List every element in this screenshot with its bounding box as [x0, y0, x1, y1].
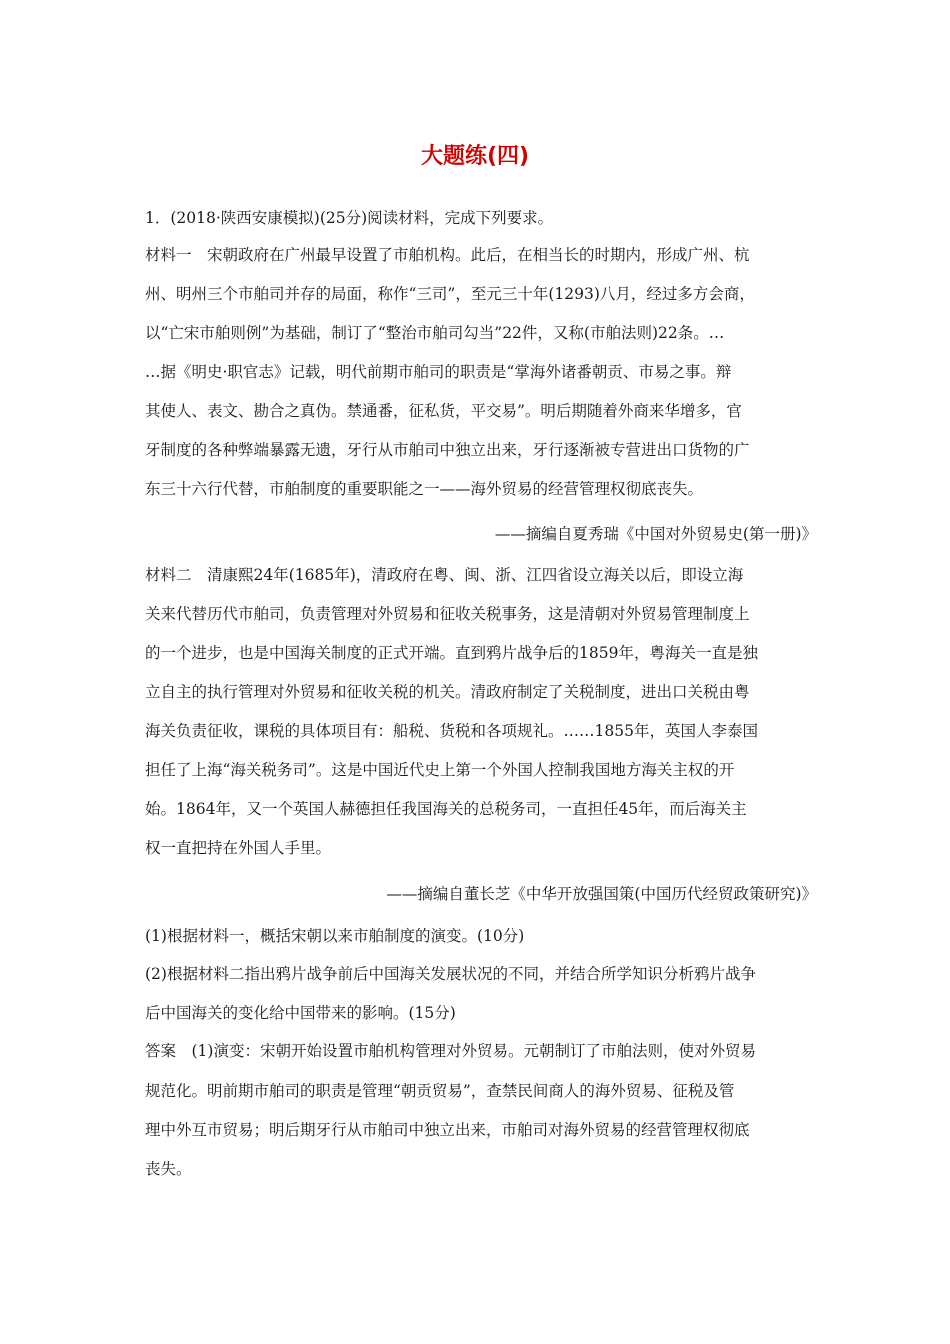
material1-line: 材料一 宋朝政府在广州最早设置了市舶机构。此后，在相当长的时期内，形成广州、杭	[145, 246, 750, 264]
material1-source: ——摘编自夏秀瑞《中国对外贸易史(第一册)》	[494, 525, 817, 543]
material2-line: 材料二 清康熙24年(1685年)，清政府在粤、闽、浙、江四省设立海关以后，即设立海	[145, 566, 744, 584]
answer-line: 规范化。明前期市舶司的职责是管理“朝贡贸易”，查禁民间商人的海外贸易、征税及管	[145, 1082, 735, 1100]
material1-line: 其使人、表文、勘合之真伪。禁通番，征私货，平交易”。明后期随着外商来华增多，官	[145, 402, 742, 420]
material2-line: 担任了上海“海关税务司”。这是中国近代史上第一个外国人控制我国地方海关主权的开	[145, 761, 735, 779]
material2-line: 立自主的执行管理对外贸易和征收关税的机关。清政府制定了关税制度，进出口关税由粤	[145, 683, 750, 701]
material1-line: 州、明州三个市舶司并存的局面，称作“三司”，至元三十年(1293)八月，经过多方会商，	[145, 285, 755, 303]
page-title: 大题练(四)	[420, 144, 530, 169]
material2-line: 海关负责征收，课税的具体项目有：船税、货税和各项规礼。……1855年，英国人李泰国	[145, 722, 758, 740]
material2-line: 始。1864年，又一个英国人赫德担任我国海关的总税务司，一直担任45年，而后海关主	[145, 800, 747, 818]
material2-source: ——摘编自董长芝《中华开放强国策(中国历代经贸政策研究)》	[386, 885, 817, 903]
answer-line: 理中外互市贸易；明后期牙行从市舶司中独立出来，市舶司对海外贸易的经营管理权彻底	[145, 1121, 750, 1139]
question-header: 1．(2018·陕西安康模拟)(25分)阅读材料，完成下列要求。	[145, 209, 554, 227]
material1-line: 牙制度的各种弊端暴露无遗，牙行从市舶司中独立出来，牙行逐渐被专营进出口货物的广	[145, 441, 750, 459]
sub-question-2-cont: 后中国海关的变化给中国带来的影响。(15分)	[145, 1004, 456, 1022]
material2-line: 关来代替历代市舶司，负责管理对外贸易和征收关税事务，这是清朝对外贸易管理制度上	[145, 605, 750, 623]
material1-line: 东三十六行代替，市舶制度的重要职能之一——海外贸易的经营管理权彻底丧失。	[145, 480, 704, 498]
sub-question-2: (2)根据材料二指出鸦片战争前后中国海关发展状况的不同，并结合所学知识分析鸦片战争	[145, 965, 756, 983]
material1-line: …据《明史·职官志》记载，明代前期市舶司的职责是“掌海外诸番朝贡、市易之事。辩	[145, 363, 732, 381]
sub-question-1: (1)根据材料一，概括宋朝以来市舶制度的演变。(10分)	[145, 927, 525, 945]
answer-line: 丧失。	[145, 1160, 192, 1178]
material2-line: 的一个进步，也是中国海关制度的正式开端。直到鸦片战争后的1859年，粤海关一直是独	[145, 644, 758, 662]
answer-line: 答案 (1)演变：宋朝开始设置市舶机构管理对外贸易。元朝制订了市舶法则，使对外贸易	[145, 1042, 756, 1060]
material1-line: 以“亡宋市舶则例”为基础，制订了“整治市舶司勾当”22件，又称(市舶法则)22条。…	[145, 324, 725, 342]
material2-line: 权一直把持在外国人手里。	[145, 839, 332, 857]
